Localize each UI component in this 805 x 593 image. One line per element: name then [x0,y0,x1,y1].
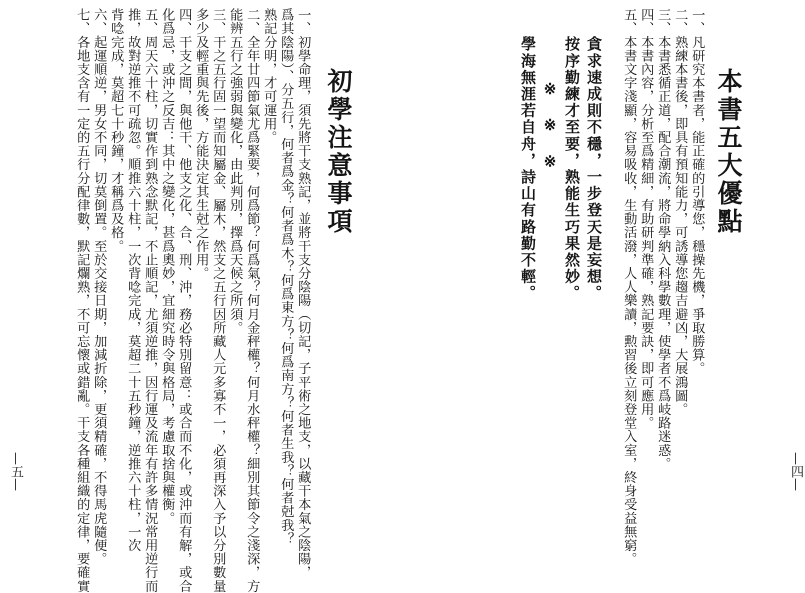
motto-line-1: 貪求速成則不穩，一步登天是妄想。 [585,36,603,302]
note-column-13: 六、起運順逆，男女不同，切莫倒置。至於交接日期，加減折除，更須精確，不得馬虎隨便。 [91,8,107,566]
note-column-14: 七、各地支含有一定的五行分配律數，默記爛熟，不可忘懷或錯亂。干支各種組織的定律，要確實 [74,8,90,593]
note-column-5: 能辨五行之強弱與變化，由此判別，擇爲天候之所須。 [227,8,243,335]
note-column-2: 爲其陰陽）、分五行，何者爲金？何者爲木？何爲東方？何爲南方？何者生我？何者尅我？ [278,8,294,546]
right-page-title: 本書五大優點 [714,68,743,236]
advantage-item-4: 四、本書內容，分析至爲精細，有助研判準確，熟記要訣，即可應用。 [638,8,654,430]
motto-separator: ※ ※ ※ [541,80,559,172]
left-page [0,0,400,593]
advantage-item-5: 五、本書文字淺顯，容易吸收，生動活潑，人人樂讀，勲習後立刻登堂入室，終身受益無窮。 [621,8,637,566]
note-column-1: 一、初學命理，須先將干支熟記，並將干支分陰陽（切記，子平術之地支，以藏干本氣之陰陽， [295,8,311,580]
advantage-item-1: 一、凡研究本書者，能正確的引導您，穩操先機，爭取勝算。 [689,8,705,376]
note-column-6: 三、干之五行固一望而知屬金、屬木，然支之五行因所藏人元多寡不一，必須再深入予以分別數量 [210,8,226,593]
note-column-8: 四、干支之間，與他干、他支之化、合、刑、沖，務必特別留意：或合而不化，或沖而有解，或合 [176,8,192,593]
note-column-12: 背唸完成，莫超七十秒鐘，才稱爲及格。 [108,8,124,253]
right-page [400,0,803,566]
right-page-number: —四— [788,452,803,491]
advantage-item-2: 二、熟練本書後，即具有預知能力，可誘導您趨吉避凶，大展鴻圖。 [672,8,688,416]
note-column-3: 熟記分明，才可運用。 [261,8,277,144]
note-column-7: 多少及輕重與先後，方能決定其生尅之作用。 [193,8,209,280]
note-column-11: 推，故對逆推不可疏忽。順推六十柱，一次背唸完成，莫超二十五秒鐘，逆推六十柱，一次 [125,8,141,552]
note-column-10: 五、周天六十柱，切實作到熟念默記，不止順記，尤須逆推，因行運及流年有許多情況常用逆行而 [142,8,158,593]
note-column-9: 化爲忌，或沖之反吉：其中之變化，甚爲奧妙，宜細究時令與格局，考慮取捨與權衡。 [159,8,175,525]
advantage-item-3: 三、本書悉循正道，配合潮流，將命學納入科學數理，使學者不爲岐路迷惑。 [655,8,671,471]
motto-line-2: 按序勤練才至要，熟能生巧果然妙。 [563,36,581,302]
note-column-4: 二、全年廿四節氣尤爲緊要，何爲節？何爲氣？何月金秤權？何月水秤權？細別其節令之淺深，方 [244,8,260,593]
left-page-title: 初學注意事項 [324,68,353,236]
motto-line-3: 學海無涯若自舟，詩山有路勤不輕。 [519,36,537,302]
left-page-number: —五— [8,452,23,491]
